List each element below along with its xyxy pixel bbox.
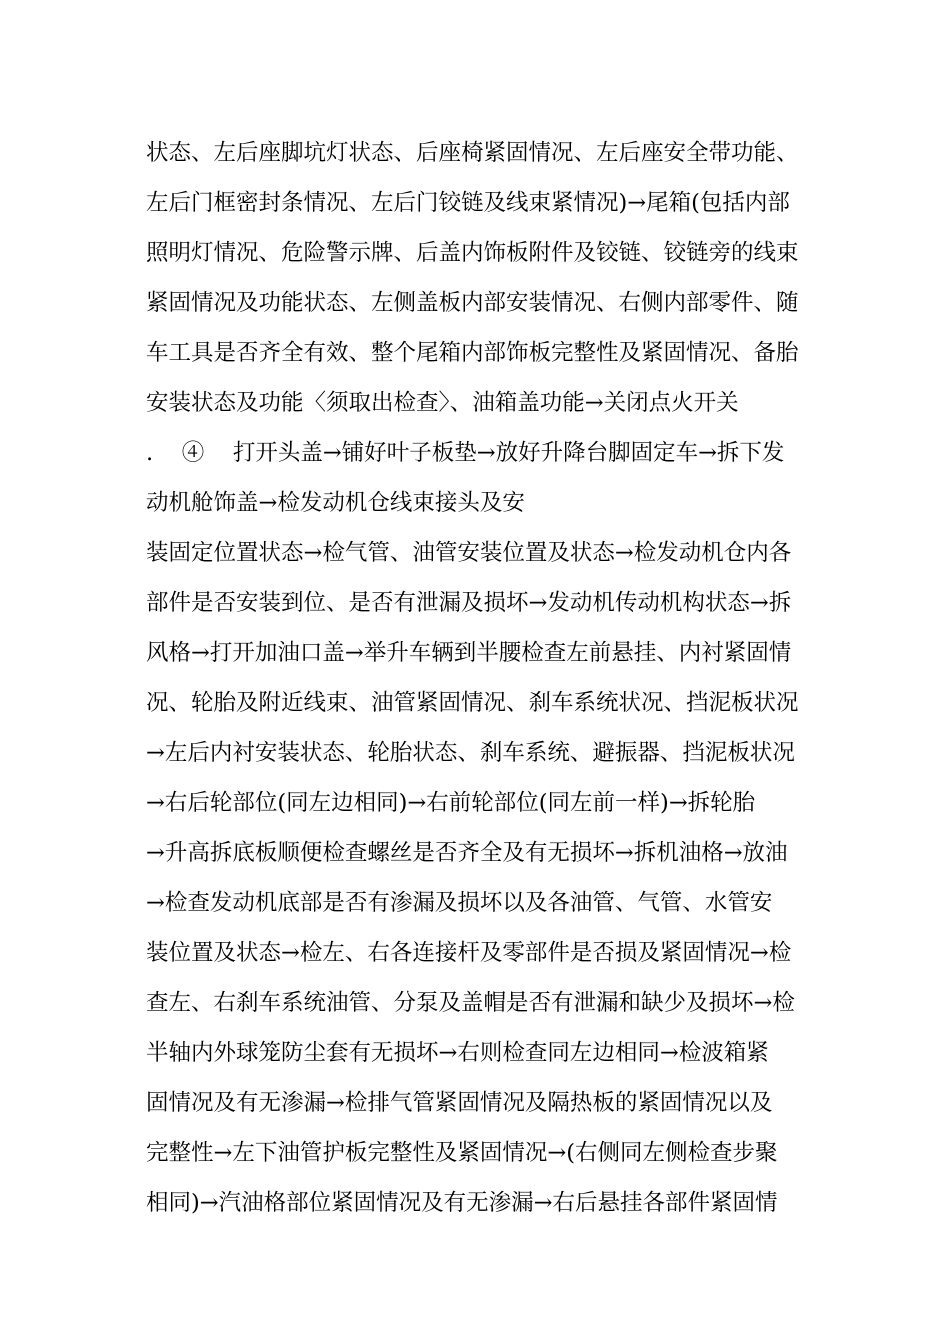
text-line: 半轴内外球笼防尘套有无损坏→右则检查同左边相同→检波箱紧 xyxy=(146,1040,769,1066)
text-line: 安装状态及功能〈须取出检查〉、油箱盖功能→关闭点火开关 xyxy=(146,390,739,416)
text-line: →检查发动机底部是否有渗漏及损坏以及各油管、气管、水管安 xyxy=(146,890,773,916)
text-line: →右后轮部位(同左边相同)→右前轮部位(同左前一样)→拆轮胎 xyxy=(146,790,756,816)
text-line: 动机舱饰盖→检发动机仓线束接头及安 xyxy=(146,490,525,516)
text-line: →左后内衬安装状态、轮胎状态、刹车系统、避振器、挡泥板状况 xyxy=(146,740,795,766)
text-line: 左后门框密封条情况、左后门铰链及线束紧情况)→尾箱(包括内部 xyxy=(146,190,790,216)
text-line: 查左、右刹车系统油管、分泵及盖帽是否有泄漏和缺少及损坏→检 xyxy=(146,990,795,1016)
text-line: 相同)→汽油格部位紧固情况及有无渗漏→右后悬挂各部件紧固情 xyxy=(146,1190,778,1216)
text-line: 装位置及状态→检左、右各连接杆及零部件是否损及紧固情况→检 xyxy=(146,940,792,966)
text-line: 车工具是否齐全有效、整个尾箱内部饰板完整性及紧固情况、备胎 xyxy=(146,340,799,366)
text-line: →升高拆底板顺便检查螺丝是否齐全及有无损坏→拆机油格→放油 xyxy=(146,840,788,866)
text-line: 装固定位置状态→检气管、油管安装位置及状态→检发动机仓内各 xyxy=(146,540,792,566)
text-line: 状态、左后座脚坑灯状态、后座椅紧固情况、左后座安全带功能、 xyxy=(146,140,799,166)
text-line: 固情况及有无渗漏→检排气管紧固情况及隔热板的紧固情况以及 xyxy=(146,1090,773,1116)
text-line: 部件是否安装到位、是否有泄漏及损坏→发动机传动机构状态→拆 xyxy=(146,590,792,616)
text-line: . ④ 打开头盖→铺好叶子板垫→放好升降台脚固定车→拆下发 xyxy=(146,440,785,466)
body-text xyxy=(146,128,826,1228)
text-line: 完整性→左下油管护板完整性及紧固情况→(右侧同左侧检查步聚 xyxy=(146,1140,778,1166)
text-line: 紧固情况及功能状态、左侧盖板内部安装情况、右侧内部零件、随 xyxy=(146,290,799,316)
text-line: 风格→打开加油口盖→举升车辆到半腰检查左前悬挂、内衬紧固情 xyxy=(146,640,792,666)
text-line: 况、轮胎及附近线束、油管紧固情况、刹车系统状况、挡泥板状况 xyxy=(146,690,799,716)
text-line: 照明灯情况、危险警示牌、后盖内饰板附件及铰链、铰链旁的线束 xyxy=(146,240,799,266)
